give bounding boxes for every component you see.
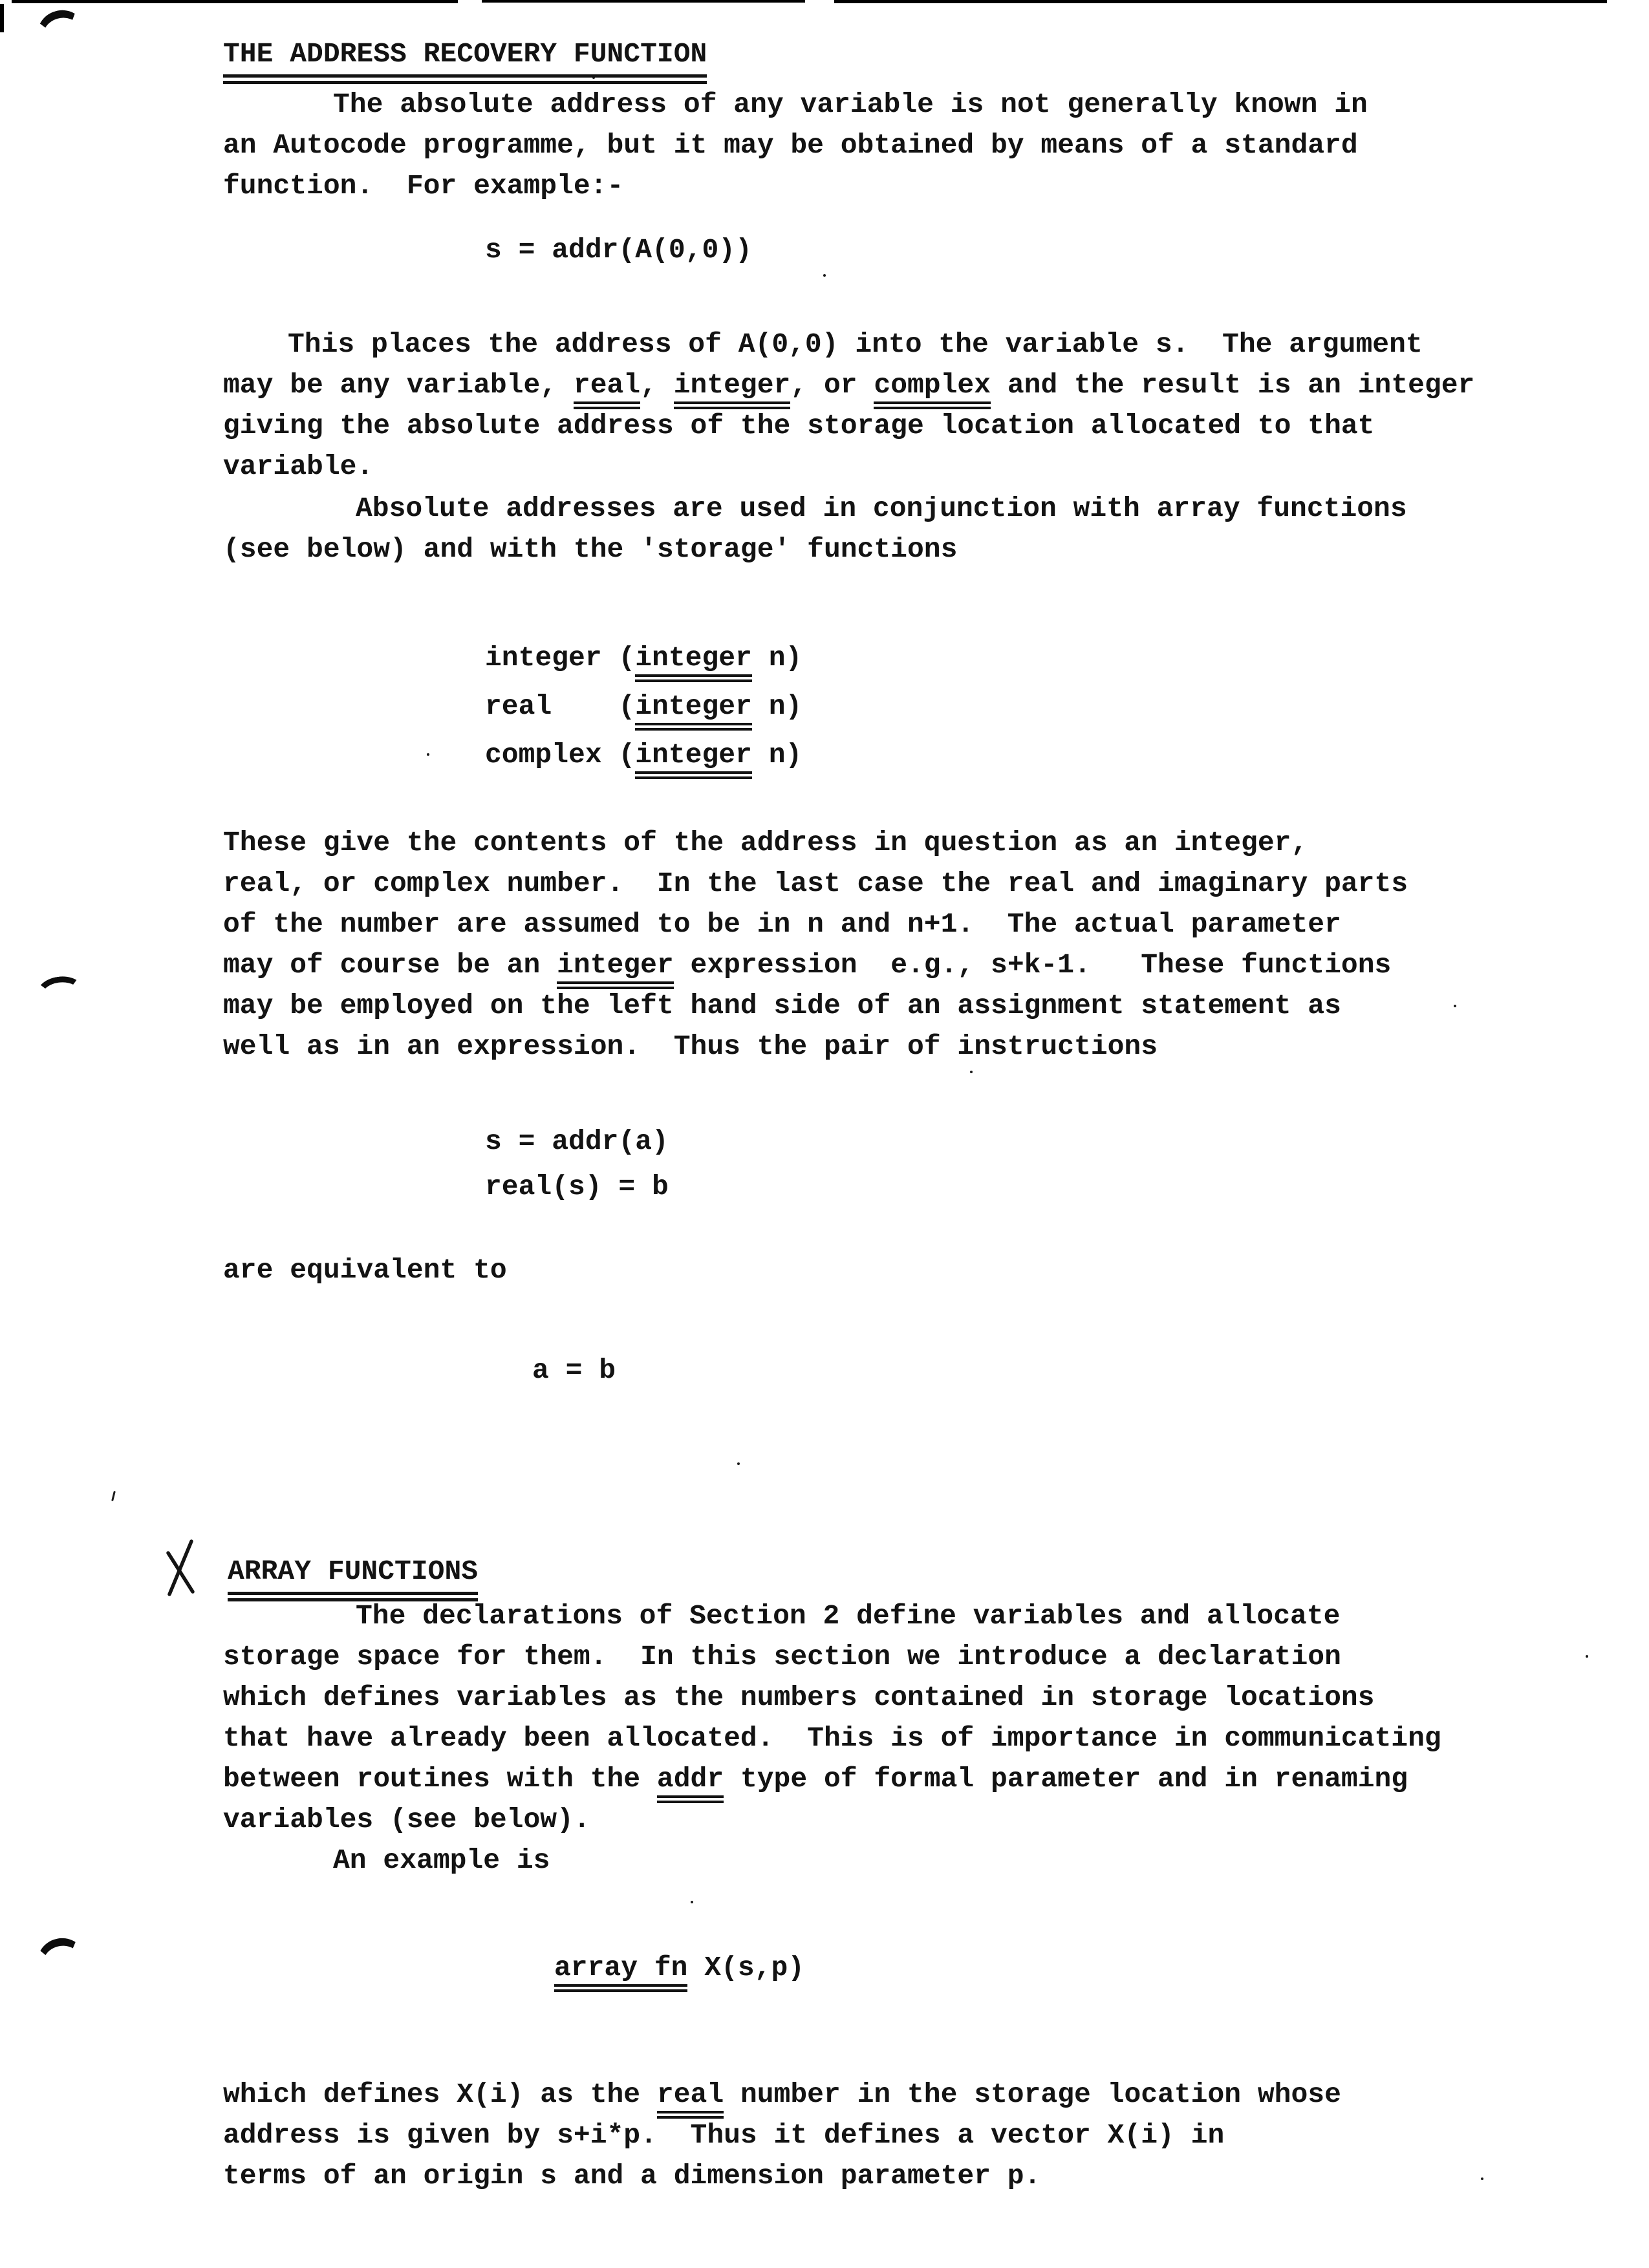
paragraph-argument bbox=[223, 324, 1474, 487]
section-heading-block bbox=[228, 1551, 478, 1592]
text-line bbox=[223, 365, 1474, 405]
scan-speck bbox=[1586, 1655, 1588, 1658]
underlined-term-integer: integer bbox=[557, 949, 674, 989]
underlined-term-integer: integer bbox=[635, 690, 752, 731]
underlined-term-integer: integer bbox=[635, 642, 752, 682]
paragraph-vector bbox=[223, 2074, 1341, 2196]
code-pair-instructions bbox=[485, 1119, 669, 1210]
code-equivalent bbox=[532, 1350, 616, 1391]
code-line: a = b bbox=[532, 1354, 616, 1386]
scan-speck bbox=[427, 753, 429, 756]
text-line: giving the absolute address of the storage location allocated to that bbox=[223, 410, 1375, 442]
underlined-term-integer: integer bbox=[674, 369, 791, 409]
text-segment: may of course be an bbox=[223, 949, 557, 981]
text-line: are equivalent to bbox=[223, 1254, 507, 1286]
code-example-addr bbox=[485, 230, 752, 270]
text-line: terms of an origin s and a dimension parameter p. bbox=[223, 2160, 1041, 2192]
underlined-term-addr: addr bbox=[657, 1763, 724, 1803]
code-line bbox=[485, 634, 802, 682]
scan-edge-artifact bbox=[834, 0, 1607, 3]
code-line: real(s) = b bbox=[485, 1171, 669, 1203]
code-line: s = addr(A(0,0)) bbox=[485, 234, 752, 266]
text-line: These give the contents of the address in question as an integer, bbox=[223, 827, 1308, 859]
text-line: variable. bbox=[223, 451, 374, 482]
paragraph-contents bbox=[223, 822, 1408, 1067]
paragraph-address-intro bbox=[223, 84, 1368, 206]
text-line bbox=[223, 945, 1408, 985]
underlined-term-real: real bbox=[574, 369, 640, 409]
scan-speck bbox=[823, 274, 826, 277]
text-line bbox=[223, 2074, 1341, 2115]
scan-speck bbox=[1454, 1005, 1456, 1007]
text-line: An example is bbox=[333, 1845, 550, 1876]
text-line: function. For example:- bbox=[223, 170, 624, 202]
text-line: address is given by s+i*p. Thus it defines a vector X(i) in bbox=[223, 2119, 1225, 2151]
text-line: well as in an expression. Thus the pair of instructions bbox=[223, 1031, 1158, 1062]
scan-edge-artifact bbox=[482, 0, 805, 3]
text-line: of the number are assumed to be in n and n+1. The actual parameter bbox=[223, 908, 1341, 940]
paragraph-absolute-addresses bbox=[223, 488, 1407, 570]
text-line: variables (see below). bbox=[223, 1804, 590, 1835]
code-line bbox=[554, 1947, 804, 1988]
text-line: The absolute address of any variable is not generally known in bbox=[333, 89, 1368, 120]
section-heading-array-functions: ARRAY FUNCTIONS bbox=[228, 1556, 478, 1601]
code-line: s = addr(a) bbox=[485, 1126, 669, 1157]
text-line: an Autocode programme, but it may be obtained by means of a standard bbox=[223, 129, 1358, 161]
text-line: that have already been allocated. This is of importance in communicating bbox=[223, 1722, 1441, 1754]
punch-hole-mark bbox=[32, 5, 91, 61]
text-line: Absolute addresses are used in conjunction with array functions bbox=[356, 493, 1407, 524]
text-segment: n) bbox=[751, 642, 803, 674]
text-line: real, or complex number. In the last case the real and imaginary parts bbox=[223, 868, 1408, 899]
text-segment: expression e.g., s+k-1. These functions bbox=[673, 949, 1392, 981]
scan-speck bbox=[737, 1462, 740, 1465]
text-line: which defines variables as the numbers contained in storage locations bbox=[223, 1682, 1375, 1713]
text-segment: and the result is an integer bbox=[991, 369, 1475, 401]
text-line: This places the address of A(0,0) into the variable s. The argument bbox=[288, 328, 1423, 360]
text-segment: which defines X(i) as the bbox=[223, 2079, 657, 2110]
text-segment: n) bbox=[751, 690, 803, 722]
underlined-term-array-fn: array fn bbox=[554, 1952, 687, 1992]
text-segment: integer ( bbox=[485, 642, 636, 674]
text-line: storage space for them. In this section we introduce a declaration bbox=[223, 1641, 1341, 1673]
scan-edge-artifact bbox=[0, 4, 4, 32]
code-array-fn bbox=[554, 1947, 804, 1988]
paragraph-array-functions bbox=[223, 1596, 1441, 1881]
code-line bbox=[485, 731, 802, 779]
text-line: may be employed on the left hand side of an assignment statement as bbox=[223, 990, 1341, 1022]
handwritten-x-mark bbox=[163, 1537, 199, 1597]
text-line bbox=[223, 1759, 1441, 1799]
underlined-term-complex: complex bbox=[874, 369, 991, 409]
text-segment: may be any variable, bbox=[223, 369, 574, 401]
text-segment: complex ( bbox=[485, 739, 636, 771]
text-segment: between routines with the bbox=[223, 1763, 657, 1795]
punch-hole-mark bbox=[33, 1933, 90, 1988]
scan-speck bbox=[1481, 2177, 1483, 2180]
text-segment: X(s,p) bbox=[687, 1952, 805, 1984]
scan-edge-artifact bbox=[12, 0, 458, 3]
equivalence-text bbox=[223, 1250, 507, 1290]
text-segment: type of formal parameter and in renaming bbox=[724, 1763, 1408, 1795]
underlined-term-real: real bbox=[657, 2079, 724, 2119]
text-segment: real ( bbox=[485, 690, 636, 722]
page-title: THE ADDRESS RECOVERY FUNCTION bbox=[223, 38, 707, 84]
punch-hole-mark bbox=[34, 974, 86, 1014]
underlined-term-integer: integer bbox=[635, 739, 752, 779]
code-line bbox=[485, 682, 802, 731]
storage-functions-list bbox=[485, 634, 802, 779]
scan-speck bbox=[970, 1071, 973, 1073]
scan-speck bbox=[691, 1901, 693, 1903]
text-line: The declarations of Section 2 define variables and allocate bbox=[356, 1600, 1341, 1632]
text-segment: , bbox=[640, 369, 674, 401]
text-segment: n) bbox=[751, 739, 803, 771]
text-segment: number in the storage location whose bbox=[724, 2079, 1341, 2110]
text-line: (see below) and with the 'storage' functions bbox=[223, 533, 958, 565]
scan-speck bbox=[111, 1491, 116, 1501]
title-block bbox=[223, 34, 707, 74]
text-segment: , or bbox=[790, 369, 874, 401]
